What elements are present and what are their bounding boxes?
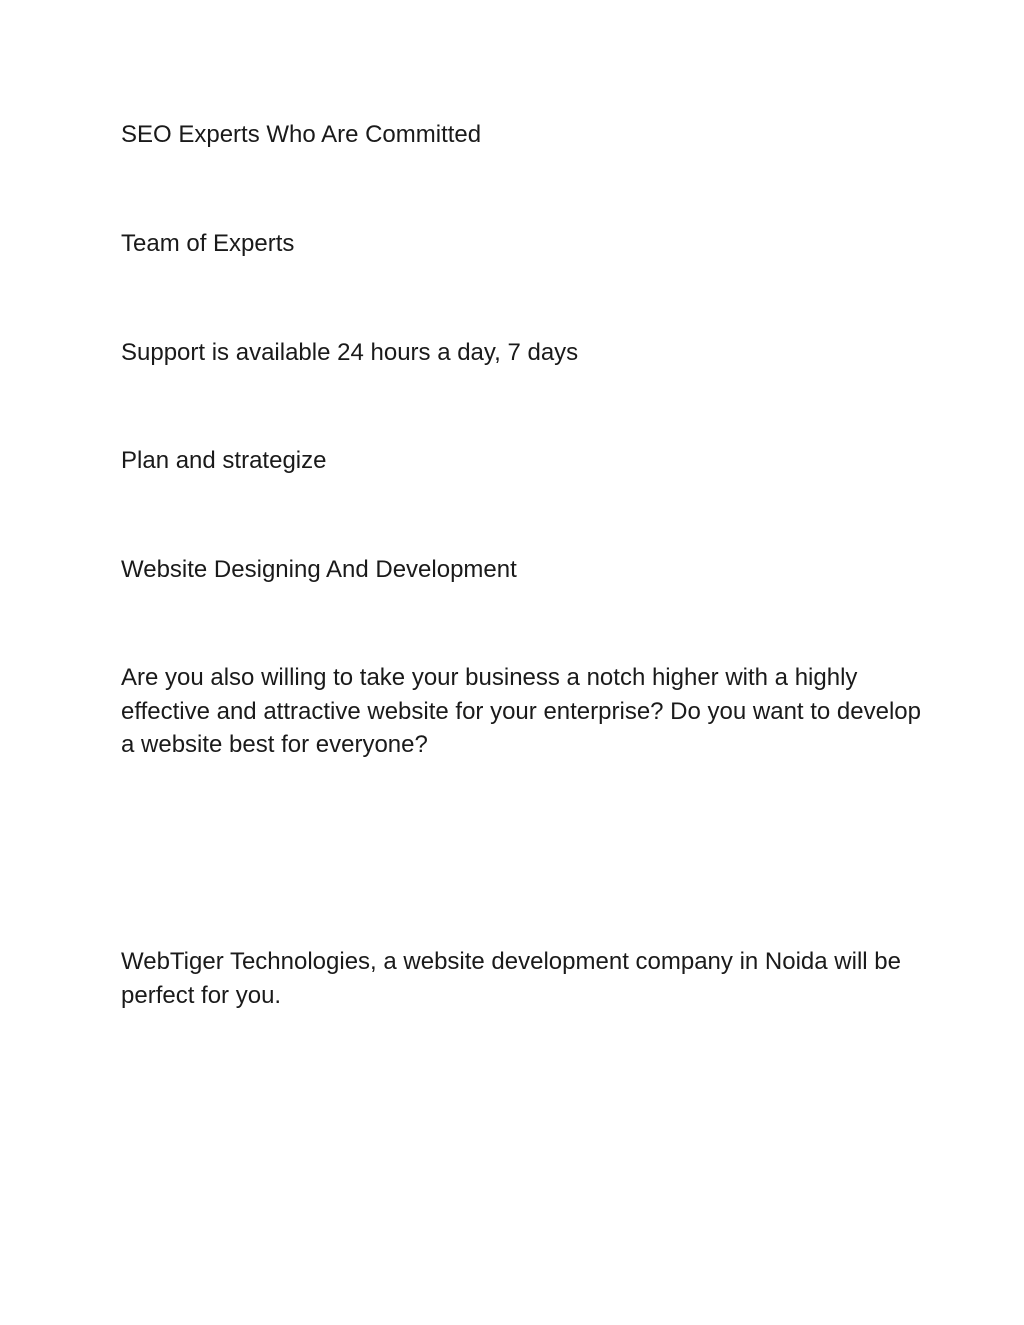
paragraph-webtiger-company: WebTiger Technologies, a website development company in Noida will be perfect for you. [121, 948, 901, 1009]
paragraph-website-designing: Website Designing And Development [121, 556, 517, 583]
paragraph-seo-experts: SEO Experts Who Are Committed [121, 121, 482, 148]
paragraph-plan-and-strategize: Plan and strategize [121, 447, 327, 474]
paragraph-team-of-experts: Team of Experts [121, 230, 295, 257]
paragraph-business-question: Are you also willing to take your business a notch higher with a highly effective and attractive website for your enterprise? Do you want to develop a website best for everyone? [121, 664, 922, 758]
paragraph-support-availability: Support is available 24 hours a day, 7 days [121, 339, 579, 366]
